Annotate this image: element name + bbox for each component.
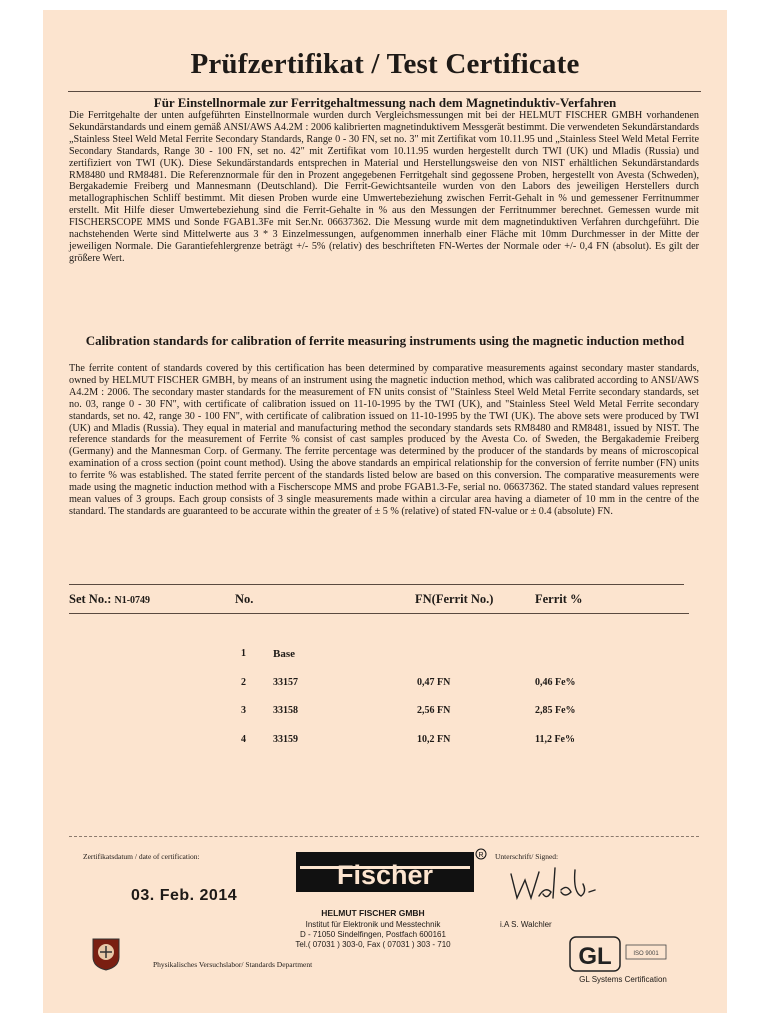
postal-address: D - 71050 Sindelfingen, Postfach 600161 [300, 930, 446, 939]
column-header-fn: FN(Ferrit No.) [415, 592, 494, 606]
signer-name: i.A S. Walchler [500, 920, 552, 929]
table-row [43, 677, 727, 691]
fn-value: 0,47 FN [417, 677, 451, 688]
standard-id: 33158 [273, 705, 298, 716]
fn-value: 10,2 FN [417, 734, 451, 745]
gl-mark: GL [578, 943, 612, 970]
ferrit-value: 11,2 Fe% [535, 734, 575, 745]
standard-id: 33157 [273, 677, 298, 688]
certification-date-stamp: 03. Feb. 2014 [131, 887, 238, 904]
signature-label: Unterschrift/ Signed: [495, 852, 559, 861]
fischer-logo [296, 842, 488, 898]
english-paragraph: The ferrite content of standards covered by this certification has been determined by comparative measurements against secondary master standards, owned by HELMUT FISCHER GMBH, by means of an instrument using the magnetic induction method, which was calibrated according to ANSI/AWS A4.2M : 2006. The secondary master standards for the measurement of FN units consist of "Stainless Steel Weld Metal Ferrite secondary standards, set no. 03, range 0 - 30 FN", with certificate of calibration issued on 11-10-1995 by the TWI (UK), and "Stainless Steel Weld Metal Ferrite secondary standards, set no. 42, range 30 - 100 FN", with certificate of calibration issued on 11-10-1995 by the TWI (UK). The above sets were produced by TWI (UK) and Mladis (Russia). They equal in material and manufacturing method the secondary standards sets RM8480 and RM8481, issued by NIST. The reference standards for the measurement of Ferrite % consist of cast samples produced by the Avesta Co. of Sweden, the Bergakademie Freiberg (Germany) and the Mannesman Corp. of Germany. The ferrite percentage was determined by the producer of the standards by means of microscopical examination of a cross section (point count method). Using the above standards an empirical relationship for the conversion of ferrite number (FN) units to ferrite % was established. The stated ferrite percent of the standards listed below are based on this conversion. The comparative measurements were made using the magnetic induction method with a Fischerscope MMS and probe FGAB1.3-Fe, serial no. 06637362. The stated standard values represent mean values of 3 groups. Each group consists of 3 single measurements made within a circular area having a diameter of 10 mm in the centre of the standard. The standards are guaranteed to be accurate within the greater of ± 5 % (relative) of stated FN-value or ± 0.4 (absolute) FN. [69, 363, 699, 517]
logo-wordmark: Fischer [336, 860, 434, 890]
row-number: 2 [241, 677, 246, 688]
institute-name: Institut für Elektronik und Messtechnik [305, 920, 441, 929]
lab-emblem-icon [91, 935, 121, 971]
handwritten-signature [503, 862, 613, 910]
row-number: 3 [241, 705, 246, 716]
row-number: 1 [241, 648, 246, 659]
svg-text:R: R [478, 852, 484, 859]
table-row [43, 734, 727, 748]
certificate-sheet [43, 10, 727, 1013]
set-number-value: N1-0749 [114, 595, 151, 606]
company-name: HELMUT FISCHER GMBH [321, 908, 425, 918]
phone-fax: Tel.( 07031 ) 303-0, Fax ( 07031 ) 303 - 710 [295, 940, 451, 949]
fn-value: 2,56 FN [417, 705, 451, 716]
table-row [43, 648, 727, 662]
table-row [43, 705, 727, 719]
certificate-title: Prüfzertifikat / Test Certificate [190, 48, 580, 80]
row-number: 4 [241, 734, 246, 745]
standard-id: 33159 [273, 734, 298, 745]
set-label-text: Set No.: [69, 592, 112, 606]
ferrit-value: 2,85 Fe% [535, 705, 576, 716]
paragraph-underline [69, 584, 684, 585]
english-heading: Calibration standards for calibration of ferrite measuring instruments using the magnetic induction method [85, 333, 685, 348]
german-heading: Für Einstellnormale zur Ferritgehaltmessung nach dem Magnetinduktiv-Verfahren [153, 95, 617, 110]
footer-divider [69, 836, 699, 837]
standard-id: Base [273, 648, 295, 660]
department-label: Physikalisches Versuchslabor/ Standards Department [153, 960, 313, 969]
column-header-ferrit: Ferrit % [535, 592, 583, 606]
column-header-no: No. [235, 592, 254, 606]
title-divider [68, 91, 701, 92]
iso-badge: ISO 9001 [633, 951, 659, 957]
ferrit-value: 0,46 Fe% [535, 677, 576, 688]
certification-date-label: Zertifikatsdatum / date of certification: [83, 852, 200, 861]
german-paragraph: Die Ferritgehalte der unten aufgeführten Einstellnormale wurden durch Vergleichsmessungen mit bei der HELMUT FISCHER GMBH vorhandenen Sekundärstandards und einem gemäß ANSI/AWS A4.2M : 2006 kalibrierten magnetinduktivem Messgerät bestimmt. Die verwendeten Sekundärstandards „Stainless Steel Weld Metal Ferrite Secondary Standards, Range 0 - 30 FN, set no. 3" mit Zertifikat vom 10.11.95 und „Stainless Steel Weld Metal Ferrite Secondary Standards, Range 30 - 100 FN, set no. 42" mit Zertifikat vom 10.11.95 wurden hergestellt durch TWI (UK) und Mladis (Russia) und zertifiziert von TWI (UK). Diese Sekundärstandards entsprechen in Material und Herstellungsweise den von NIST erhältlichen Sekundärstandards RM8480 und RM8481. Die Referenznormale für den in Prozent angegebenen Ferritgehalt sind gegossene Proben, hergestellt von Avesta (Schweden), Bergakademie Freiberg und Mannesmann (Deutschland). Die Ferrit-Gewichtsanteile wurden von den Labors des jeweiligen Herstellers durch metallographischen Schliff bestimmt. Mit diesen Proben wurde eine Umwertebeziehung zwischen Ferrit-Gehalt in % und gemessener Ferritnummer erstellt. Mit Hilfe dieser Umwertebeziehung sind die Ferrit-Gehalte in % aus den Messungen der Ferritnummer berechnet. Gemessen wurde mit FISCHERSCOPE MMS und Sonde FGAB1.3Fe mit Ser.Nr. 06637362. Die Messung wurde mit dem magnetinduktiven Verfahren durchgeführt. Die nachstehenden Werte sind Mittelwerte aus 3 * 3 Einzelmessungen, aufgenommen innerhalb einer Fläche mit 10mm Durchmesser in der Mitte der jeweiligen Normale. Die Garantiefehlergrenze beträgt +/- 5% (relativ) des beschrifteten FN-Wertes der Normale oder +/- 0,4 FN (absolut). Es gilt der größere Wert. [69, 110, 699, 264]
table-header-divider [69, 613, 689, 614]
set-number-label [69, 592, 150, 607]
gl-systems-label: GL Systems Certification [579, 975, 667, 984]
